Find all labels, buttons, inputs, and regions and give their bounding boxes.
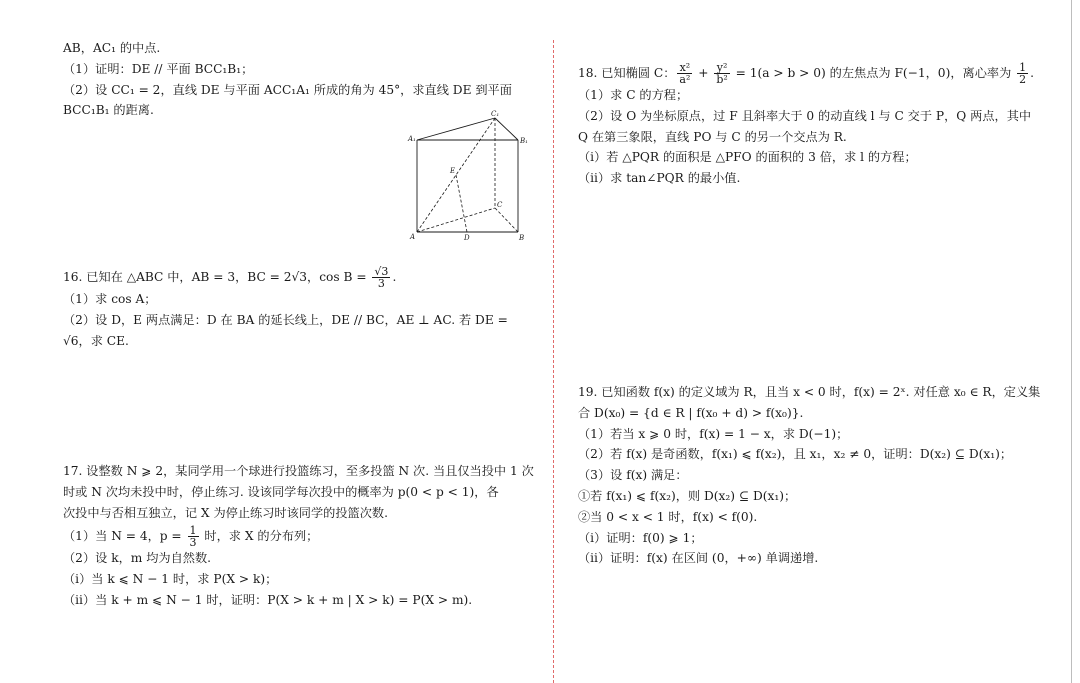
q18-part-2: （2）设 O 为坐标原点，过 F 且斜率大于 0 的动直线 l 与 C 交于 P，Q 两点，其中 <box>578 108 1032 123</box>
column-divider <box>553 40 554 683</box>
q18-x-num: x² <box>677 62 692 74</box>
q16-stem <box>63 266 543 289</box>
q18-part-2-cont: Q 在第三象限，直线 PO 与 C 的另一个交点为 R. <box>578 129 847 144</box>
label-c: C <box>497 201 503 209</box>
q19-line-1: 19. 已知函数 f(x) 的定义域为 R，且当 x < 0 时，f(x) = 2ˣ. 对任意 x₀ ∈ R，定义集 <box>578 385 1041 399</box>
q16-frac-den: 3 <box>377 277 385 290</box>
q15-part-1: （1）证明：DE // 平面 BCC₁B₁； <box>63 61 254 76</box>
label-c1: C₁ <box>491 110 500 118</box>
q18-x-fraction <box>677 62 692 85</box>
q18-stem-end: . <box>1030 66 1035 80</box>
q18-e-den: 2 <box>1019 73 1027 86</box>
label-b: B <box>519 234 525 242</box>
label-a1: A₁ <box>408 135 416 143</box>
q17-p-fraction <box>188 525 199 548</box>
q17-part-1-text: （1）当 N = 4，p = <box>63 529 186 544</box>
q16-part-2-cont: √6，求 CE. <box>63 333 129 348</box>
q19-condition-2: ②当 0 < x < 1 时，f(x) < f(0). <box>578 509 758 524</box>
q17-line-3: 次投中与否相互独立，记 X 为停止练习时该同学的投篮次数. <box>63 505 388 520</box>
q18-stem-text: 18. 已知椭圆 C： <box>578 66 676 80</box>
q18-e-fraction <box>1017 62 1028 85</box>
q16-stem-text: 16. 已知在 △ABC 中，AB = 3，BC = 2√3，cos B = <box>63 270 371 284</box>
q18-plus: + <box>694 66 713 80</box>
question-19 <box>578 382 1068 569</box>
q16-part-2: （2）设 D，E 两点满足：D 在 BA 的延长线上，DE // BC，AE ⊥ AC. 若 DE = <box>63 312 508 327</box>
edge-c-b <box>495 208 518 232</box>
q17-part-1-end: 时，求 X 的分布列； <box>200 529 319 544</box>
q17-part-1 <box>63 525 543 548</box>
edge-a1-c1 <box>417 118 495 140</box>
q15-part-2: （2）设 CC₁ = 2，直线 DE 与平面 ACC₁A₁ 所成的角为 45°，求直线 DE 到平面 <box>63 82 512 97</box>
question-16 <box>63 266 543 351</box>
q16-stem-end: . <box>392 270 397 284</box>
q16-frac-num: √3 <box>374 265 389 278</box>
label-d: D <box>464 234 470 242</box>
q19-condition-1: ①若 f(x₁) ⩽ f(x₂)，则 D(x₂) ⊆ D(x₁)； <box>578 488 797 503</box>
question-17 <box>63 461 543 611</box>
q18-part-2-ii: （ⅱ）求 tan∠PQR 的最小值. <box>578 171 741 186</box>
q17-part-2-ii: （ⅱ）当 k + m ⩽ N − 1 时，证明：P(X > k + m | X > k) = P(X > m). <box>63 592 473 607</box>
label-e: E <box>450 167 456 175</box>
page-right-border <box>1071 0 1072 683</box>
label-b1: B₁ <box>520 137 528 145</box>
q18-y-den: b² <box>716 73 728 86</box>
q18-x-den: a² <box>679 73 691 86</box>
q19-part-3-i: （ⅰ）证明：f(0) ⩾ 1； <box>578 530 703 545</box>
q17-frac-num: 1 <box>189 524 197 538</box>
question-18 <box>578 62 1068 189</box>
q18-stem <box>578 62 1068 85</box>
edge-c1-b1 <box>495 118 518 140</box>
q19-part-3-ii: （ⅱ）证明：f(x) 在区间 (0，+∞) 单调递增. <box>578 551 819 566</box>
q18-y-num: y² <box>714 62 729 74</box>
label-a: A <box>410 233 416 241</box>
q15-line-1: AB，AC₁ 的中点. <box>63 41 161 55</box>
q17-line-2: 时或 N 次均未投中时，停止练习. 设该同学每次投中的概率为 p(0 < p < 1)，各 <box>63 484 499 499</box>
q19-part-3: （3）设 f(x) 满足： <box>578 468 688 483</box>
q17-part-2: （2）设 k，m 均为自然数. <box>63 551 212 566</box>
q17-part-2-i: （ⅰ）当 k ⩽ N − 1 时，求 P(X > k)； <box>63 572 278 587</box>
q18-part-1: （1）求 C 的方程； <box>578 88 689 102</box>
q19-part-1: （1）若当 x ⩾ 0 时，f(x) = 1 − x，求 D(−1)； <box>578 426 849 441</box>
q17-line-1: 17. 设整数 N ⩾ 2，某同学用一个球进行投篮练习，至多投篮 N 次. 当且仅当投中 1 次 <box>63 464 534 478</box>
q18-part-2-i: （ⅰ）若 △PQR 的面积是 △PFO 的面积的 3 倍，求 l 的方程； <box>578 150 917 165</box>
segment-d-e <box>456 175 467 232</box>
q15-part-2-cont: BCC₁B₁ 的距离. <box>63 103 154 118</box>
q16-cosb-fraction <box>372 266 390 289</box>
q18-e-num: 1 <box>1019 61 1027 74</box>
q19-part-2: （2）若 f(x) 是奇函数，f(x₁) ⩽ f(x₂)，且 x₁，x₂ ≠ 0，证明：D(x₂) ⊆ D(x₁)； <box>578 447 1013 462</box>
q18-stem-mid: = 1(a > b > 0) 的左焦点为 F(−1，0)，离心率为 <box>731 66 1016 80</box>
prism-figure <box>400 108 535 248</box>
q17-frac-den: 3 <box>189 536 197 550</box>
q19-line-2: 合 D(x₀) = {d ∈ R | f(x₀ + d) > f(x₀)}. <box>578 405 804 420</box>
q18-y-fraction <box>714 62 729 85</box>
edge-a-c <box>417 208 495 232</box>
prism-diagram <box>400 108 535 248</box>
q16-part-1: （1）求 cos A； <box>63 292 157 306</box>
